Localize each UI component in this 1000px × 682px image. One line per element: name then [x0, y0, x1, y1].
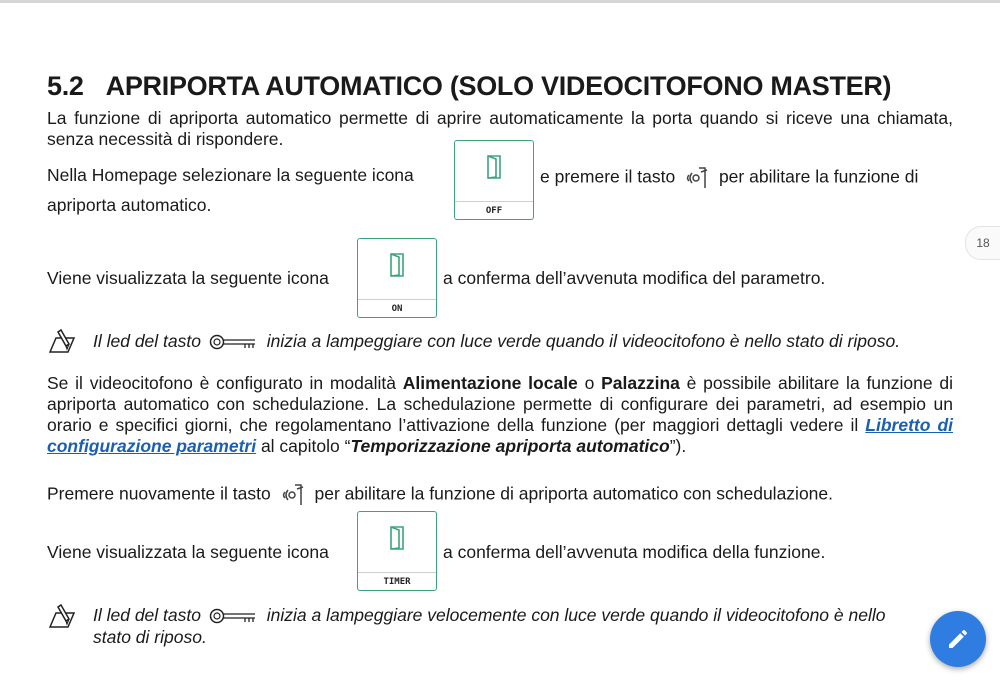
pencil-icon — [946, 627, 970, 651]
step2-after-text: a conferma dell’avvenuta modifica del parametro. — [443, 268, 826, 288]
note2 — [93, 605, 885, 626]
step1-after-line — [540, 165, 918, 191]
page-number-tab[interactable]: 18 — [965, 226, 1000, 260]
mode-local-power: Alimentazione locale — [402, 373, 578, 393]
mode-building: Palazzina — [601, 373, 680, 393]
para-text-3: è possibile abilitare la funzione di apriporta automatico con schedulazione. La schedulazione permette di configurare dei parametri, ad esempio un orario e specifici giorni, che regolamentano l’attivazione della funzione (per maggiori dettagli vedere il — [47, 373, 953, 435]
config-manual-link[interactable]: Libretto di configurazione parametri — [47, 415, 954, 456]
note2-line2: stato di riposo. — [93, 627, 207, 647]
section-number: 5.2 — [47, 71, 84, 101]
note2-after-text: inizia a lampeggiare velocemente con luce verde quando il videocitofono è nello — [266, 605, 886, 625]
para-text-2: o — [577, 373, 602, 393]
step1-before-text: Nella Homepage selezionare la seguente icona — [47, 165, 414, 185]
note-pencil-icon — [47, 601, 77, 629]
note1-before-text: Il led del tasto — [93, 331, 201, 351]
key-icon — [209, 607, 259, 625]
door-icon — [389, 526, 407, 550]
section-heading — [47, 71, 891, 102]
door-release-key-icon — [280, 482, 306, 508]
step1-after-text: e premere il tasto — [540, 166, 676, 187]
intro-paragraph: La funzione di apriporta automatico permette di aprire automaticamente la porta quando si riceve una chiamata, senza necessità di rispondere. — [47, 108, 953, 149]
para-text-4: al capitolo “ — [256, 436, 351, 456]
step3-after-text: per abilitare la funzione di apriporta automatico con schedulazione. — [314, 483, 833, 504]
icon-separator — [358, 572, 436, 573]
door-off-icon-box — [454, 140, 534, 220]
step3-before-text: Premere nuovamente il tasto — [47, 483, 271, 504]
para-text-5: ”). — [669, 436, 687, 456]
para-text-1: Se il videocitofono è configurato in modalità — [47, 373, 403, 393]
top-divider — [0, 0, 1000, 3]
note2-before-text: Il led del tasto — [93, 605, 201, 625]
note1-after-text: inizia a lampeggiare con luce verde quando il videocitofono è nello stato di riposo. — [266, 331, 901, 351]
icon-separator — [455, 201, 533, 202]
edit-fab-button[interactable] — [930, 611, 986, 667]
door-icon — [389, 253, 407, 277]
schedule-paragraph — [47, 373, 953, 457]
icon-label-on: ON — [391, 304, 403, 314]
step1-line2: apriporta automatico. — [47, 195, 212, 215]
step1-line — [47, 165, 414, 186]
icon-separator — [358, 299, 436, 300]
step4-before-text: Viene visualizzata la seguente icona — [47, 542, 329, 562]
section-title: APRIPORTA AUTOMATICO (SOLO VIDEOCITOFONO MASTER) — [105, 71, 892, 101]
key-icon — [209, 333, 259, 351]
door-timer-icon-box — [357, 511, 437, 591]
chapter-reference: Temporizzazione apriporta automatico — [350, 436, 670, 456]
step1-after2-text: per abilitare la funzione di — [718, 166, 919, 187]
door-icon — [486, 155, 504, 179]
step2-before-text: Viene visualizzata la seguente icona — [47, 268, 329, 288]
note-pencil-icon — [47, 326, 77, 354]
note1 — [93, 331, 900, 352]
door-release-key-icon — [684, 165, 710, 191]
icon-label-off: OFF — [485, 206, 503, 216]
step3-line — [47, 482, 833, 508]
door-on-icon-box — [357, 238, 437, 318]
step4-after-text: a conferma dell’avvenuta modifica della funzione. — [443, 542, 826, 562]
icon-label-timer: TIMER — [383, 577, 411, 587]
